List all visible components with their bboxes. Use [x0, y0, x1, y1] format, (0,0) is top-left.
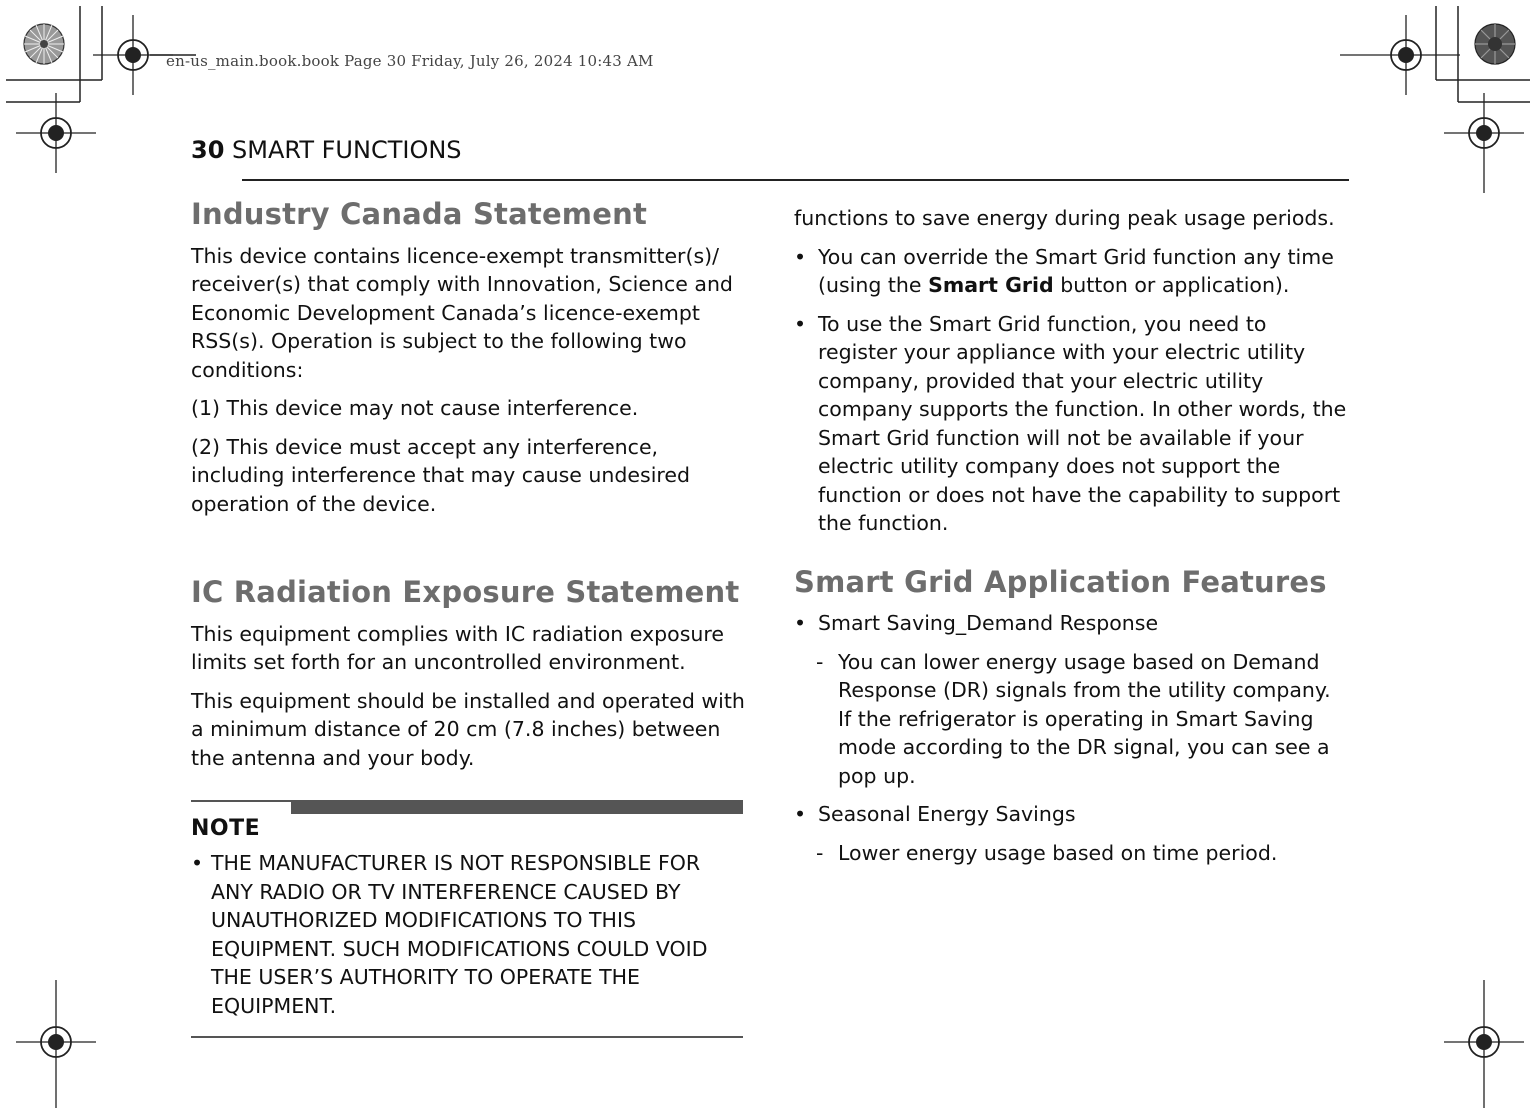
bullet-glyph: • [794, 311, 807, 336]
smart-grid-button-label: Smart Grid [928, 273, 1054, 297]
note-title: NOTE [191, 816, 261, 842]
dash-glyph: - [816, 649, 824, 674]
continued-paragraph: functions to save energy during peak usage periods. [794, 206, 1335, 230]
feature-item-demand-response [794, 609, 1350, 638]
color-wheel-icon [22, 22, 66, 66]
feature-sub-item [794, 648, 1350, 791]
feature-item-seasonal [794, 800, 1350, 829]
override-text-after: button or application). [1053, 273, 1290, 297]
page-header [191, 136, 462, 164]
header-rule [242, 179, 1349, 181]
bullet-glyph: • [191, 851, 204, 876]
override-bullet [794, 243, 1350, 300]
industry-canada-paragraph: This device contains licence-exempt transmitter(s)/ receiver(s) that comply with Innovation, Science and Economic Development Canada’s licence-exempt RSS(s). Operation is subject to the following two conditions: [191, 243, 733, 382]
registration-mark-icon [16, 93, 96, 173]
registration-mark-icon [93, 15, 173, 95]
override-text-before: You can override the Smart Grid function any time (using the [818, 244, 1334, 297]
note-bullet [191, 849, 747, 1020]
print-slug: en-us_main.book.book Page 30 Friday, July 26, 2024 10:43 AM [166, 52, 654, 70]
register-text: To use the Smart Grid function, you need to register your appliance with your electric utility company, provided that your electric utility company supports the function. In other words, the Smart Grid function will not be available if your electric utility company does not support the function or does not have the capability to support the function. [818, 311, 1347, 535]
bullet-glyph: • [794, 611, 807, 636]
ic-distance-paragraph: This equipment should be installed and operated with a minimum distance of 20 cm (7.8 inches) between the antenna and your body. [191, 688, 745, 770]
industry-canada-title: Industry Canada Statement [191, 197, 648, 231]
ic-radiation-paragraph: This equipment complies with IC radiation exposure limits set forth for an uncontrolled environment. [191, 621, 724, 675]
note-header-rule [191, 800, 747, 816]
color-wheel-icon [1473, 22, 1517, 66]
registration-mark-icon [16, 980, 96, 1110]
registration-mark-icon [1340, 15, 1470, 95]
section-name: SMART FUNCTIONS [232, 136, 462, 164]
features-title: Smart Grid Application Features [794, 564, 1327, 599]
registration-mark-icon [1444, 93, 1524, 193]
bullet-glyph: • [794, 244, 807, 269]
feature-sub-item [794, 839, 1350, 868]
register-bullet [794, 310, 1350, 538]
feature-item-label: Seasonal Energy Savings [818, 802, 1076, 827]
feature-sub-text: Lower energy usage based on time period. [838, 840, 1278, 865]
left-column [191, 196, 747, 1038]
feature-item-label: Smart Saving_Demand Response [818, 611, 1159, 636]
note-bottom-rule [191, 1036, 743, 1038]
page-number: 30 [191, 136, 225, 164]
ic-radiation-title: IC Radiation Exposure Statement [191, 575, 740, 610]
feature-sub-text: You can lower energy usage based on Demand Response (DR) signals from the utility company. If the refrigerator is operating in Smart Saving mode according to the DR signal, you can see a pop up. [838, 649, 1331, 788]
note-text: THE MANUFACTURER IS NOT RESPONSIBLE FOR ANY RADIO OR TV INTERFERENCE CAUSED BY UNAUTHORIZED MODIFICATIONS TO THIS EQUIPMENT. SUCH MODIFICATIONS COULD VOID THE USER’S AUTHORITY TO OPERATE THE EQUIPMENT. [211, 851, 708, 1018]
registration-mark-icon [1444, 980, 1524, 1110]
bullet-glyph: • [794, 802, 807, 827]
condition-one: (1) This device may not cause interference. [191, 396, 639, 421]
right-column [794, 196, 1350, 867]
condition-two: (2) This device must accept any interference, including interference that may cause undesired operation of the device. [191, 434, 691, 516]
dash-glyph: - [816, 840, 824, 865]
